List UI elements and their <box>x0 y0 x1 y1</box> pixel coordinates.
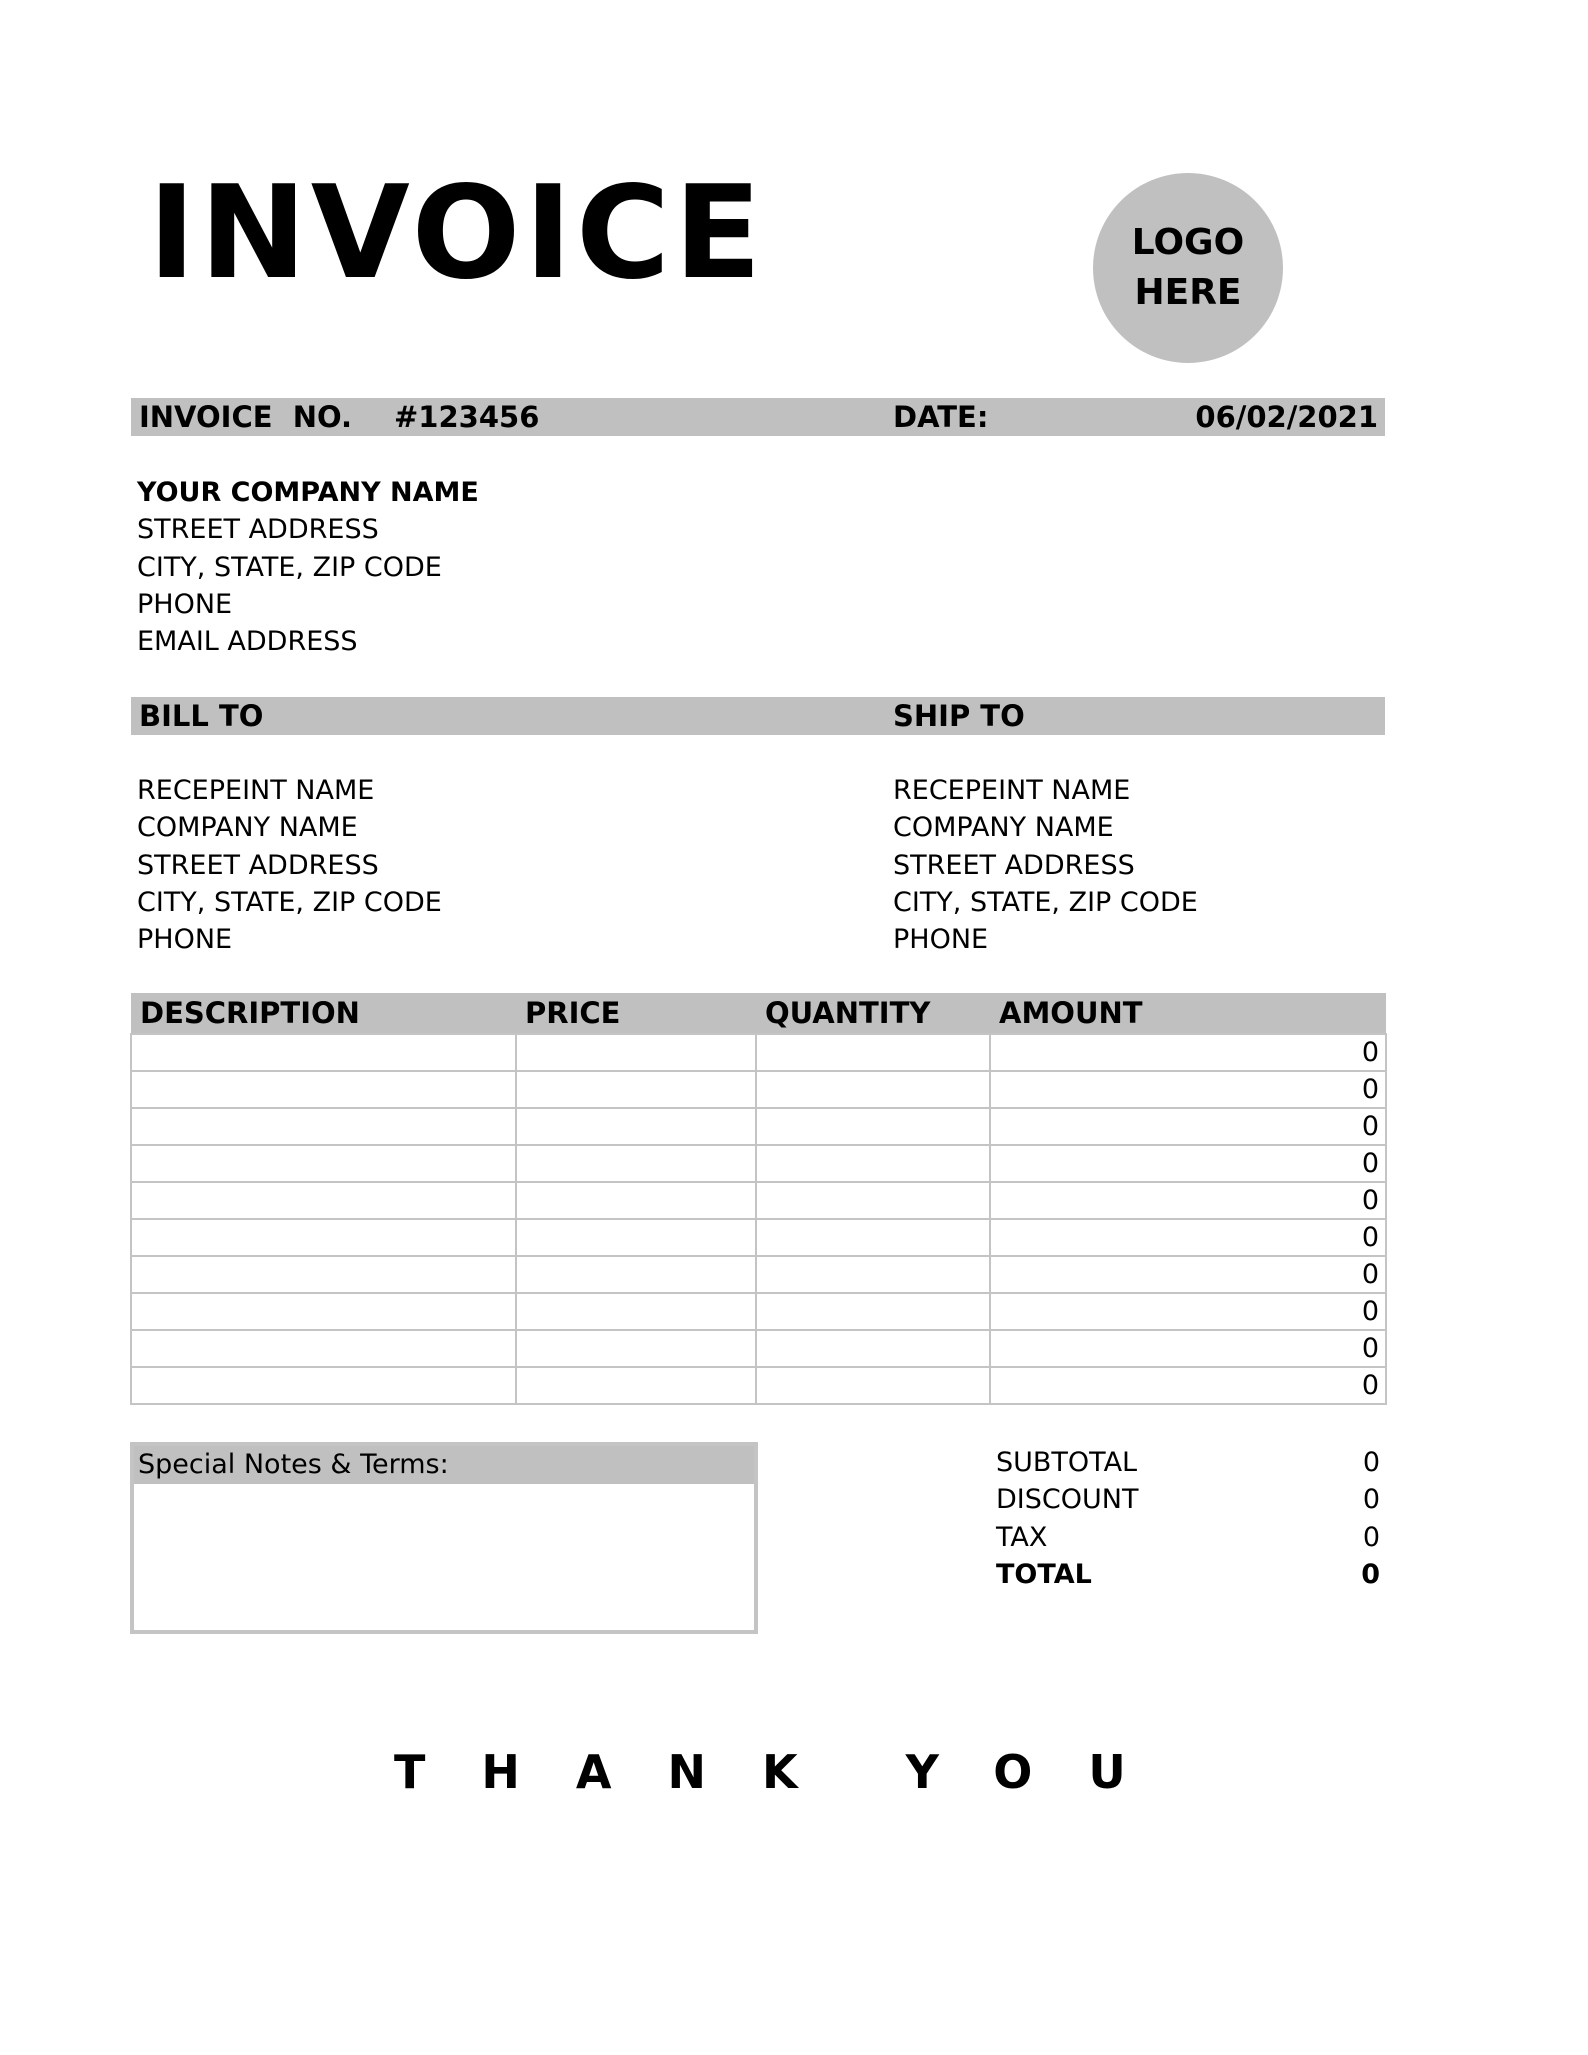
invoice-info-bar <box>131 398 1385 436</box>
notes-label: Special Notes & Terms: <box>134 1446 754 1484</box>
quantity-cell[interactable] <box>756 1367 990 1404</box>
invoice-no-label: INVOICE NO. <box>139 400 353 434</box>
date-value: 06/02/2021 <box>1195 400 1378 434</box>
notes-area[interactable] <box>134 1484 754 1630</box>
company-name: YOUR COMPANY NAME <box>137 477 479 508</box>
amount-cell: 0 <box>990 1108 1386 1145</box>
header-quantity: QUANTITY <box>756 993 990 1034</box>
logo-text <box>1118 218 1258 318</box>
description-cell[interactable] <box>131 1256 516 1293</box>
tax-label: TAX <box>996 1521 1048 1553</box>
description-cell[interactable] <box>131 1293 516 1330</box>
amount-cell: 0 <box>990 1293 1386 1330</box>
discount-value: 0 <box>1362 1484 1380 1516</box>
company-info <box>137 474 479 660</box>
company-street: STREET ADDRESS <box>137 514 379 546</box>
description-cell[interactable] <box>131 1367 516 1404</box>
description-cell[interactable] <box>131 1071 516 1108</box>
quantity-cell[interactable] <box>756 1293 990 1330</box>
description-cell[interactable] <box>131 1182 516 1219</box>
table-row <box>131 1367 1386 1404</box>
amount-cell: 0 <box>990 1367 1386 1404</box>
date-label: DATE: <box>893 400 989 434</box>
quantity-cell[interactable] <box>756 1330 990 1367</box>
amount-cell: 0 <box>990 1330 1386 1367</box>
total-label: TOTAL <box>996 1558 1092 1590</box>
subtotal-value: 0 <box>1362 1447 1380 1478</box>
description-cell[interactable] <box>131 1145 516 1182</box>
quantity-cell[interactable] <box>756 1182 990 1219</box>
company-email: EMAIL ADDRESS <box>137 626 358 658</box>
subtotal-row <box>996 1444 1380 1481</box>
description-cell[interactable] <box>131 1330 516 1367</box>
header-price: PRICE <box>516 993 756 1034</box>
quantity-cell[interactable] <box>756 1108 990 1145</box>
price-cell[interactable] <box>516 1182 756 1219</box>
quantity-cell[interactable] <box>756 1256 990 1293</box>
thank-you-word-2: YOU <box>905 1745 1182 1799</box>
table-row <box>131 1182 1386 1219</box>
table-row <box>131 1145 1386 1182</box>
bill-to-info <box>137 772 442 958</box>
quantity-cell[interactable] <box>756 1034 990 1071</box>
price-cell[interactable] <box>516 1108 756 1145</box>
tax-row <box>996 1519 1380 1556</box>
table-row <box>131 1293 1386 1330</box>
quantity-cell[interactable] <box>756 1145 990 1182</box>
amount-cell: 0 <box>990 1071 1386 1108</box>
price-cell[interactable] <box>516 1034 756 1071</box>
table-row <box>131 1219 1386 1256</box>
total-row <box>996 1556 1380 1593</box>
tax-value: 0 <box>1362 1521 1380 1553</box>
logo-placeholder <box>1093 173 1283 363</box>
table-row <box>131 1071 1386 1108</box>
items-header-row <box>131 993 1386 1034</box>
items-table <box>130 993 1387 1405</box>
bill-to-company: COMPANY NAME <box>137 812 358 844</box>
amount-cell: 0 <box>990 1182 1386 1219</box>
ship-to-recipient: RECEPEINT NAME <box>893 775 1131 806</box>
bill-to-label: BILL TO <box>139 699 264 733</box>
description-cell[interactable] <box>131 1108 516 1145</box>
price-cell[interactable] <box>516 1367 756 1404</box>
bill-to-street: STREET ADDRESS <box>137 849 379 881</box>
bill-to-recipient: RECEPEINT NAME <box>137 775 375 806</box>
invoice-no-value: #123456 <box>394 400 540 434</box>
header-description: DESCRIPTION <box>131 993 516 1034</box>
thank-you-word-1: THANK <box>394 1745 854 1799</box>
price-cell[interactable] <box>516 1293 756 1330</box>
ship-to-label: SHIP TO <box>893 699 1025 733</box>
company-phone: PHONE <box>137 588 233 620</box>
logo-line-2: HERE <box>1134 272 1242 313</box>
total-value: 0 <box>1361 1558 1380 1590</box>
discount-row <box>996 1481 1380 1518</box>
price-cell[interactable] <box>516 1330 756 1367</box>
amount-cell: 0 <box>990 1145 1386 1182</box>
notes-box <box>130 1442 758 1634</box>
quantity-cell[interactable] <box>756 1071 990 1108</box>
table-row <box>131 1256 1386 1293</box>
description-cell[interactable] <box>131 1034 516 1071</box>
ship-to-company: COMPANY NAME <box>893 812 1114 844</box>
price-cell[interactable] <box>516 1145 756 1182</box>
bill-ship-bar <box>131 697 1385 735</box>
company-city: CITY, STATE, ZIP CODE <box>137 551 442 583</box>
logo-line-1: LOGO <box>1131 222 1245 263</box>
table-row <box>131 1108 1386 1145</box>
ship-to-phone: PHONE <box>893 924 989 956</box>
invoice-title: INVOICE <box>148 159 766 308</box>
amount-cell: 0 <box>990 1034 1386 1071</box>
header-amount: AMOUNT <box>990 993 1386 1034</box>
subtotal-label: SUBTOTAL <box>996 1447 1138 1478</box>
price-cell[interactable] <box>516 1256 756 1293</box>
discount-label: DISCOUNT <box>996 1484 1139 1516</box>
table-row <box>131 1034 1386 1071</box>
thank-you-message <box>394 1744 1182 1800</box>
ship-to-street: STREET ADDRESS <box>893 849 1135 881</box>
amount-cell: 0 <box>990 1256 1386 1293</box>
ship-to-info <box>893 772 1198 958</box>
bill-to-city: CITY, STATE, ZIP CODE <box>137 886 442 918</box>
totals-block <box>996 1444 1380 1593</box>
price-cell[interactable] <box>516 1219 756 1256</box>
amount-cell: 0 <box>990 1219 1386 1256</box>
table-row <box>131 1330 1386 1367</box>
quantity-cell[interactable] <box>756 1219 990 1256</box>
description-cell[interactable] <box>131 1219 516 1256</box>
bill-to-phone: PHONE <box>137 924 233 956</box>
ship-to-city: CITY, STATE, ZIP CODE <box>893 886 1198 918</box>
price-cell[interactable] <box>516 1071 756 1108</box>
